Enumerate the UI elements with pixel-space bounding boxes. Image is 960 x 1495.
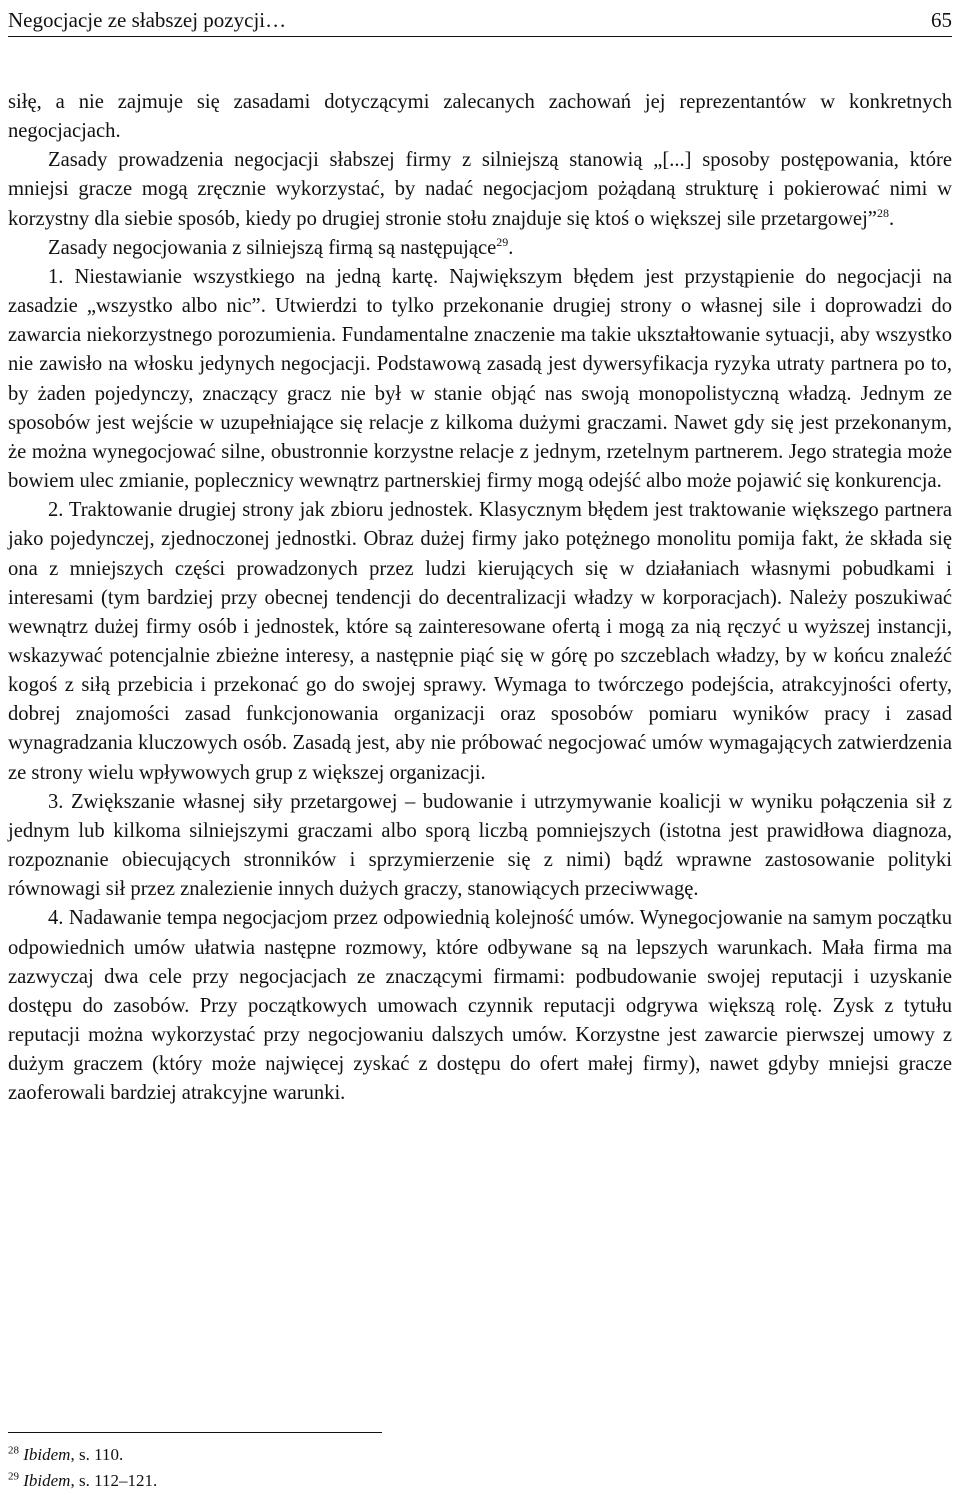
page-number: 65 (931, 8, 952, 32)
paragraph-rule-1: 1. Niestawianie wszystkiego na jedną kartę. Największym błędem jest przystąpienie do negocjacji na zasadzie „wszystko albo nic”. Utwierdzi to tylko przekonanie drugiej strony o własnej sile i doprowadzi do zawarcia niekorzystnego porozumienia. Fundamentalne znaczenie ma takie ukształtowanie sytuacji, aby wszystko nie zawisło na włosku jedynych negocjacji. Podstawową zasadą jest dywersyfikacja ryzyka utraty partnera po to, by żaden pojedynczy, znaczący gracz nie był w stanie objąć nas swoją monopolistyczną władzą. Jednym ze sposobów jest wejście w uzupełniające się relacje z kilkoma dużymi graczami. Nawet gdy się jest przekonanym, że można wynegocjować silne, obustronnie korzystne relacje z jednym, rzetelnym partnerem. Jego strategia może bowiem ulec zmianie, poplecznicy wewnątrz partnerskiej firmy mogą odejść albo może pojawić się konkurencja. (8, 265, 952, 493)
paragraph-text: Zasady prowadzenia negocjacji słabszej firmy z silniejszą stanowią „[...] sposoby postępowania, które mniejsi gracze mogą zręcznie wykorzystać, by nadać negocjacjom pożądaną strukturę i pokierować nimi w korzystny dla siebie sposób, kiedy po drugiej stronie stołu znajduje się ktoś o większej sile przetargowej” (8, 149, 952, 230)
footnote-source: Ibidem (23, 1445, 71, 1464)
paragraph-rule-2: 2. Traktowanie drugiej strony jak zbioru jednostek. Klasycznym błędem jest traktowanie większego partnera jako pojedynczej, zjednoczonej jednostki. Obraz dużej firmy jako potężnego monolitu pomija fakt, że składa się ona z mniejszych części prowadzonych przez ludzi kierujących się w działaniach własnymi pobudkami i interesami (tym bardziej przy obecnej tendencji do decentralizacji władzy w korporacjach). Należy poszukiwać wewnątrz dużej firmy osób i jednostek, które są zainteresowane ofertą i mogą za nią ręczyć u wyższej instancji, wskazywać potencjalnie zbieżne interesy, a następnie piąć się w górę po szczeblach władzy, by w końcu znaleźć kogoś z siłą przebicia i przekonać go do swojej sprawy. Wymaga to twórczego podejścia, atrakcyjności oferty, dobrej znajomości zasad funkcjonowania organizacji oraz sposobów pomiaru wyników pracy i zasad wynagradzania kluczowych osób. Zasadą jest, aby nie próbować negocjować umów wymagających zatwierdzenia ze strony wielu wpływowych grup z większej organizacji. (8, 499, 952, 784)
footnote-ref-28[interactable]: 28 (876, 205, 889, 220)
footnote-source: Ibidem (23, 1471, 71, 1490)
body-text (8, 88, 952, 1108)
footnote-28 (8, 1442, 952, 1468)
paragraph-end: . (508, 236, 514, 259)
footnote-pages: , s. 110. (70, 1445, 124, 1464)
footnotes (8, 1442, 952, 1494)
paragraph-quote (8, 146, 952, 233)
footnote-number: 29 (8, 1470, 19, 1483)
footnote-number: 28 (8, 1444, 19, 1457)
paragraph-rules-intro (8, 234, 952, 263)
running-header (8, 6, 952, 37)
running-title: Negocjacje ze słabszej pozycji… (8, 8, 287, 32)
paragraph-rule-4: 4. Nadawanie tempa negocjacjom przez odpowiednią kolejność umów. Wynegocjowanie na samym początku odpowiednich umów ułatwia następne rozmowy, które odbywane są na lepszych warunkach. Mała firma ma zazwyczaj dwa cele przy negocjacjach ze znaczącymi firmami: podbudowanie swojej reputacji i uzyskanie dostępu do zasobów. Przy początkowych umowach czynnik reputacji odgrywa większą rolę. Zysk z tytułu reputacji można wykorzystać przy negocjowaniu dalszych umów. Korzystne jest zawarcie pierwszej umowy z dużym graczem (który może najwięcej zyskać z dostępu do ofert małej firmy), nawet gdyby mniejsi gracze zaoferowali bardziej atrakcyjne warunki. (8, 907, 952, 1105)
paragraph-end: . (888, 207, 895, 230)
paragraph-rule-3: 3. Zwiększanie własnej siły przetargowej – budowanie i utrzymywanie koalicji w wyniku połączenia sił z jednym lub kilkoma silniejszymi graczami albo sporą liczbą pomniejszych (istotna jest prawidłowa diagnoza, rozpoznanie obiecujących stronników i sprzymierzenie się z nimi) bądź wprawne zastosowanie polityki równowagi sił przez znalezienie innych dużych graczy, stanowiących przeciwwagę. (8, 790, 952, 901)
paragraph-continuation: siłę, a nie zajmuje się zasadami dotyczącymi zalecanych zachowań jej reprezentantów w konkretnych negocjacjach. (8, 91, 952, 143)
document-page (8, 0, 952, 1495)
footnote-divider (8, 1432, 382, 1433)
footnote-29 (8, 1468, 952, 1494)
footnote-ref-29[interactable]: 29 (496, 234, 509, 249)
paragraph-text: Zasady negocjowania z silniejszą firmą są następujące (48, 236, 497, 259)
footnote-pages: , s. 112–121. (70, 1471, 158, 1490)
